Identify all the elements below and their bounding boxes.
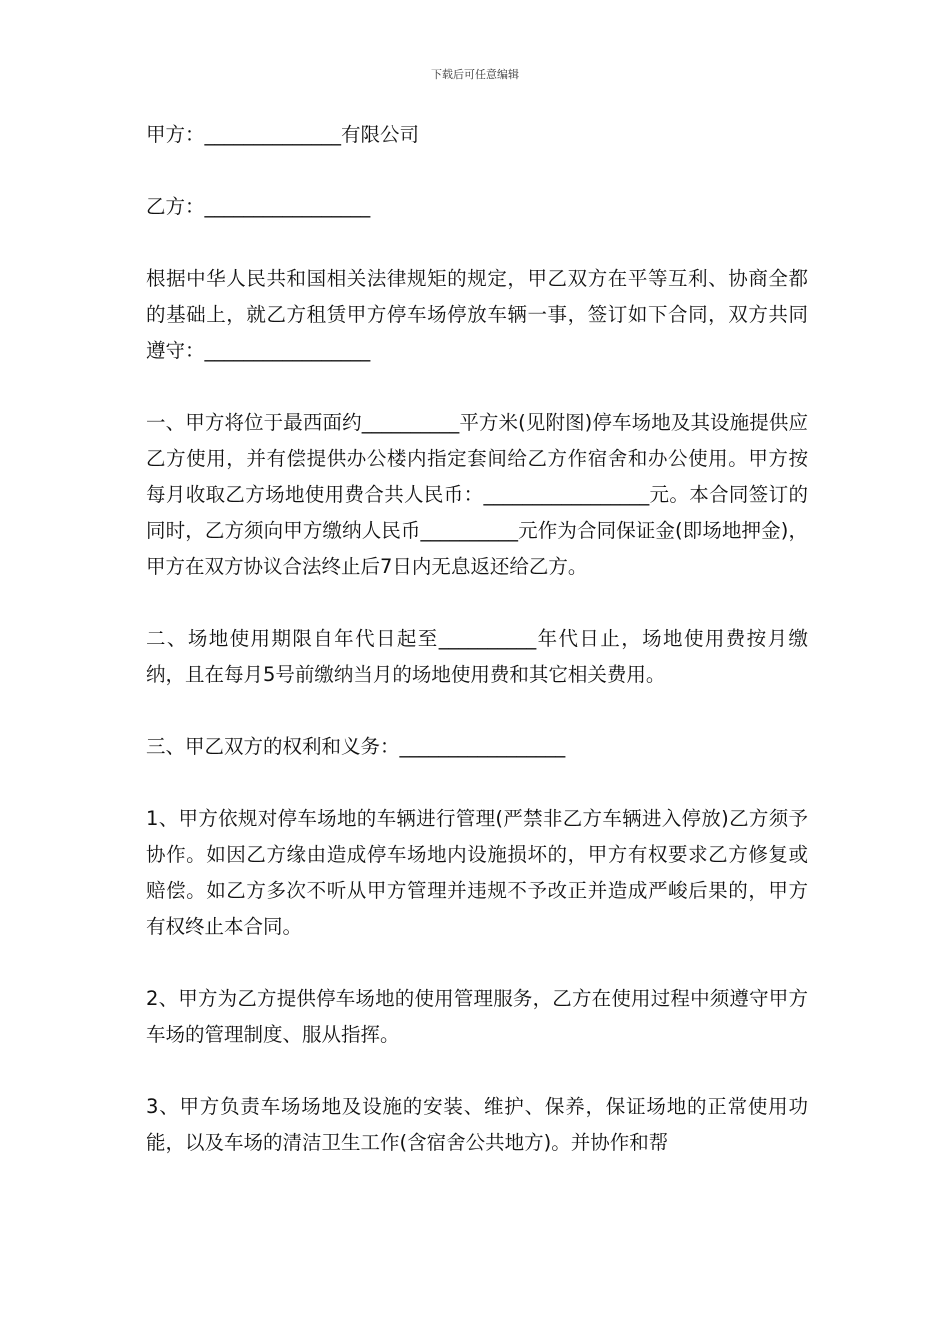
- party-b-line: 乙方：_________________: [146, 195, 371, 218]
- clause-3-heading: 三、甲乙双方的权利和义务：_________________: [146, 735, 566, 758]
- contract-body: [146, 117, 808, 1197]
- preamble-paragraph: 根据中华人民共和国相关法律规矩的规定，甲乙双方在平等互利、协商全都的基础上，就乙方租赁甲方停车场停放车辆一事，签订如下合同，双方共同遵守：_________________: [146, 267, 808, 362]
- clause-3-item-1: 1、甲方依规对停车场地的车辆进行管理(严禁非乙方车辆进入停放)乙方须予协作。如因乙方缘由造成停车场地内设施损坏的，甲方有权要求乙方修复或赔偿。如乙方多次不听从甲方管理并违规不予改正并造成严峻后果的，甲方有权终止本合同。: [146, 807, 808, 938]
- clause-3-item-3: 3、甲方负责车场场地及设施的安装、维护、保养，保证场地的正常使用功能，以及车场的清洁卫生工作(含宿舍公共地方)。并协作和帮: [146, 1095, 808, 1154]
- header-note: 下载后可任意编辑: [431, 68, 519, 81]
- clause-1-paragraph: 一、甲方将位于最西面约__________平方米(见附图)停车场地及其设施提供应乙方使用，并有偿提供办公楼内指定套间给乙方作宿舍和办公使用。甲方按每月收取乙方场地使用费合共人民币：_________________元。本合同签订的同时，乙方须向甲方缴纳人民币__________元作为合同保证金(即场地押金)，甲方在双方协议合法终止后7日内无息返还给乙方。: [146, 411, 808, 578]
- clause-3-item-2: 2、甲方为乙方提供停车场地的使用管理服务，乙方在使用过程中须遵守甲方车场的管理制度、服从指挥。: [146, 987, 808, 1046]
- clause-2-paragraph: 二、场地使用期限自年代日起至__________年代日止，场地使用费按月缴纳，且在每月5号前缴纳当月的场地使用费和其它相关费用。: [146, 627, 808, 686]
- party-a-line: 甲方：______________有限公司: [146, 123, 420, 146]
